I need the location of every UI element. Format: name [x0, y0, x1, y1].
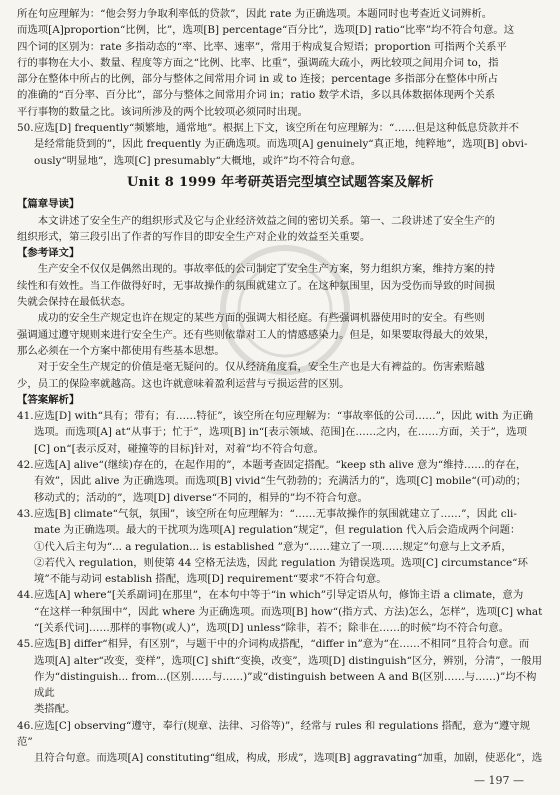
answer-line: 移动式的；活动的”，选项[D] diverse“不同的，相异的”均不符合句意。: [34, 491, 368, 504]
answer-line: ②若代入 regulation，则使第 44 空格无法选，因此 regulation 为错误选项。选项[C] circumstance“环: [34, 556, 528, 569]
answer-line: 且符合句意。而选项[A] constituting“组成，构成，形成”，选项[B] aggravating“加重，加剧，使恶化”，选: [34, 752, 543, 765]
text-line: 的准确的“百分率、百分比”，部分与整体之间常用介词 in；ratio 数学术语，多以具体数据体现两个关系: [17, 89, 496, 102]
answer-first-line: [17, 718, 544, 751]
text-line: 少，员工的保险率就越高。这也许就意味着盈利运营与亏损运营的区别。: [17, 377, 350, 390]
question-50: [17, 120, 544, 169]
translation-paragraph: [17, 359, 544, 392]
answer-first-line: [17, 587, 544, 603]
question-number: 45.: [17, 638, 34, 651]
translation-paragraph: [17, 261, 544, 310]
text-line: 成功的安全生产规定也许在规定的某些方面的强调大相径庭。有些强调机器使用时的安全。有些则: [37, 312, 485, 325]
answer-line: “在这样一种氛围中”，因此 where 为正确选项。而选项[B] how“(指方式、方法)怎么，怎样”，选项[C] what: [34, 605, 543, 618]
answer-item: [17, 506, 544, 587]
unit-title: Unit 8 1999 年考研英语完型填空试题答案及解析: [127, 174, 434, 190]
translation-body: [17, 261, 544, 391]
text-line: 部分在整体中所占的比例，部分与整体之间常用介词 in 或 to 连接；percentage 多指部分在整体中所占: [17, 73, 499, 86]
answer-line: 作为“distinguish... from...(区别……与……)”或“distinguish between A and B(区别……与……)”均不构成此: [34, 670, 537, 700]
answer-line: [C] on“[表示反对，碰撞等的目标]针对，对着”均不符合句意。: [34, 442, 325, 455]
answer-item: [17, 636, 544, 717]
answer-text: 应选[D] frequently“频繁地，通常地”。根据上下文，该空所在句应理解为：“……但是这种低息贷款并不: [34, 122, 520, 135]
question-number: 44.: [17, 589, 34, 602]
guide-paragraph: [17, 213, 544, 246]
text-line: 失就会保持在最低状态。: [17, 296, 132, 309]
answer-line: ously“明显地”，选项[C] presumably“大概地，或许”均不符合句意。: [34, 154, 362, 167]
answer-line: mate 为正确选项。最大的干扰项为选项[A] regulation“规定”，但 regulation 代入后会造成两个问题：: [34, 524, 521, 537]
answer-first-line: [17, 506, 544, 522]
answer-text: 应选[A] where“[关系副词]在那里”，在本句中等于“in which”引导定语从句，修饰主语 a climate，意为: [34, 589, 524, 602]
page-number: — 197 —: [474, 773, 524, 787]
intro-paragraph: [17, 6, 544, 120]
text-line: 对于安全生产规定的价值是毫无疑问的。仅从经济角度看，安全生产也是大有裨益的。伤害索赔越: [37, 361, 485, 374]
answer-first-line: [17, 408, 544, 424]
text-line: 强调通过遵守规则来进行安全生产。还有些则依靠对工人的情感感染力。但是，如果要取得最大的效果，: [17, 328, 495, 341]
answer-text: 应选[C] observing“遵守，奉行(规章、法律、习俗等)”，经常与 rules 和 regulations 搭配，意为“遵守规范”: [17, 719, 531, 749]
answer-line: “[关系代词]……那样的事物(或人)”，选项[D] unless“除非，若不；除非在……的时候”均不符合句意。: [34, 621, 510, 634]
translation-heading: 【参考译文】: [17, 247, 80, 260]
answer-first-line: [17, 120, 544, 136]
answer-line: 选项。而选项[A] at“从事于；忙于”，选项[B] in“[表示领域、范围]在……之内，在……方面，关于”，选项: [34, 426, 527, 439]
text-line: 而选项[A]proportion“比例，比”，选项[B] percentage“百分比”，选项[D] ratio“比率”均不符合句意。这: [17, 24, 515, 37]
answer-line: 类搭配。: [34, 703, 76, 716]
answer-line: ①代入后主句为“... a regulation... is established ”意为“……建立了一项……规定”句意与上文矛盾，: [34, 540, 512, 553]
answer-first-line: [17, 457, 544, 473]
question-number: 50.: [17, 122, 34, 135]
text-line: 四个词的区别为：rate 多指动态的“率、比率、速率”，常用于构成复合短语；proportion 可指两个关系平: [17, 40, 507, 53]
text-line: 生产安全不仅仅是偶然出现的。事故率低的公司制定了安全生产方案，努力组织方案，维持方案的持: [37, 263, 495, 276]
answer-line: 境”不能与动词 establish 搭配，选项[D] requirement“要求”不符合句意。: [34, 573, 387, 586]
question-number: 41.: [17, 410, 34, 423]
question-number: 46.: [17, 719, 34, 732]
answer-text: 应选[B] differ“相异，有区别”，与题干中的介词构成搭配，“differ in”意为“在……不相同”且符合句意。而: [34, 638, 530, 651]
text-line: 行的事物在大小、数量、程度等方面之“比例、比率、比重”，强调疏大疏小，两比较项之间用介词 to，指: [17, 56, 499, 69]
document-page: [0, 6, 560, 767]
answers-heading: 【答案解析】: [17, 393, 80, 406]
answers-list: [17, 408, 544, 767]
text-line: 那么必须在一个方案中都使用有些基本思想。: [17, 344, 225, 357]
text-line: 续性和有效性。当工作做得好时，无事故操作的氛围就建立了。在这种氛围里，因为受伤而导致的时间损: [17, 279, 495, 292]
answer-line: 是经常能贷到的”，因此 frequently 为正确选项。而选项[A] genuinely“真正地，纯粹地”，选项[B] obvi-: [34, 138, 528, 151]
answer-item: [17, 718, 544, 767]
question-number: 43.: [17, 507, 34, 520]
text-line: 所在句应理解为：“他会努力争取利率低的贷款”，因此 rate 为正确选项。本题同时也考查近义词辨析。: [17, 8, 493, 20]
answer-first-line: [17, 636, 544, 652]
answer-line: 选项[A] alter“改变，变样”，选项[C] shift“变换，改变”，选项[D] distinguish“区分，辨别，分清”，一般用: [34, 654, 542, 667]
answer-text: 应选[D] with“具有；带有；有……特征”，该空所在句应理解为：“事故率低的公司……”，因此 with 为正确: [34, 410, 533, 423]
answer-text: 应选[A] alive“(继续)存在的，在起作用的”，本题考查固定搭配。“keep sth alive 意为“维持……的存在，: [34, 459, 527, 472]
answer-item: [17, 587, 544, 636]
text-line: 组织形式，第三段引出了作者的写作目的即安全生产对企业的效益至关重要。: [17, 230, 371, 243]
guide-heading: 【篇章导读】: [17, 198, 80, 211]
answer-line: 有效”，因此 alive 为正确选项。而选项[B] vivid“生气勃勃的；充满活力的”，选项[C] mobile“(可)动的；: [34, 475, 527, 488]
text-line: 平行事物的数量之比。该词所涉及的两个比较项必须同时出现。: [17, 105, 308, 118]
text-line: 本文讲述了安全生产的组织形式及它与企业经济效益之间的密切关系。第一、二段讲述了安全生产的: [37, 214, 495, 227]
answer-text: 应选[B] climate“气氛，氛围”，该空所在句应理解为：“……无事故操作的氛围就建立了……”，因此 cli-: [34, 507, 517, 520]
translation-paragraph: [17, 310, 544, 359]
answer-item: [17, 408, 544, 457]
question-number: 42.: [17, 459, 34, 472]
answer-item: [17, 457, 544, 506]
